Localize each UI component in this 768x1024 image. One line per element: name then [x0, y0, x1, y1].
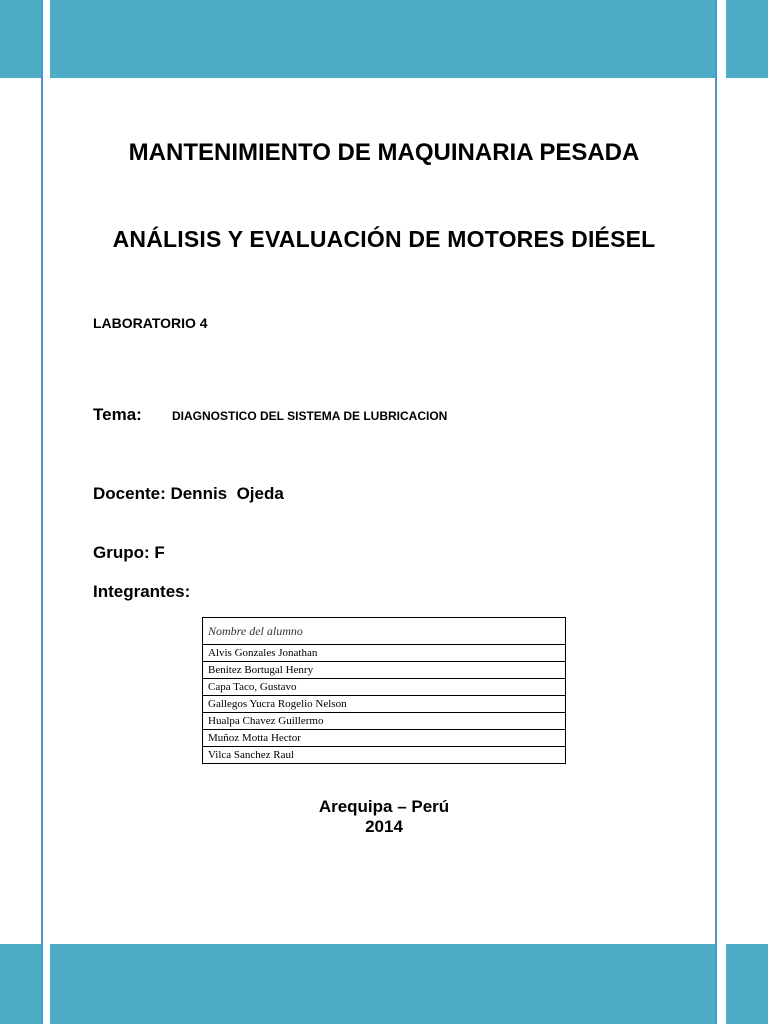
student-name: Vilca Sanchez Raul: [203, 747, 566, 764]
tema-value: DIAGNOSTICO DEL SISTEMA DE LUBRICACION: [172, 409, 448, 423]
table-header-cell: Nombre del alumno: [203, 618, 566, 645]
page-subtitle: ANÁLISIS Y EVALUACIÓN DE MOTORES DIÉSEL: [112, 226, 656, 252]
student-name: Gallegos Yucra Rogelio Nelson: [203, 696, 566, 713]
students-table: [202, 617, 566, 764]
student-name: Hualpa Chavez Guillermo: [203, 713, 566, 730]
table-row: [203, 713, 566, 730]
bottom-band-right: [726, 944, 768, 1024]
table-row: [203, 730, 566, 747]
table-row: [203, 696, 566, 713]
docente-line: Docente: Dennis Ojeda: [93, 484, 284, 503]
table-row: [203, 747, 566, 764]
lab-number: LABORATORIO 4: [93, 315, 208, 331]
student-name: Muñoz Motta Hector: [203, 730, 566, 747]
top-band-left: [0, 0, 41, 78]
footer-year: 2014: [365, 817, 403, 836]
page-title: MANTENIMIENTO DE MAQUINARIA PESADA: [128, 139, 640, 166]
bottom-band-center: [50, 944, 715, 1024]
student-name: Benitez Bortugal Henry: [203, 662, 566, 679]
footer-city: Arequipa – Perú: [318, 797, 450, 816]
table-row: [203, 679, 566, 696]
grupo-line: Grupo: F: [93, 543, 165, 562]
table-row: [203, 645, 566, 662]
top-band-right: [726, 0, 768, 78]
integrantes-label: Integrantes:: [93, 582, 191, 601]
student-name: Alvis Gonzales Jonathan: [203, 645, 566, 662]
tema-label: Tema:: [93, 405, 142, 424]
bottom-band-left: [0, 944, 41, 1024]
table-row: [203, 662, 566, 679]
top-band-center: [50, 0, 715, 78]
student-name: Capa Taco, Gustavo: [203, 679, 566, 696]
table-header-row: [203, 618, 566, 645]
